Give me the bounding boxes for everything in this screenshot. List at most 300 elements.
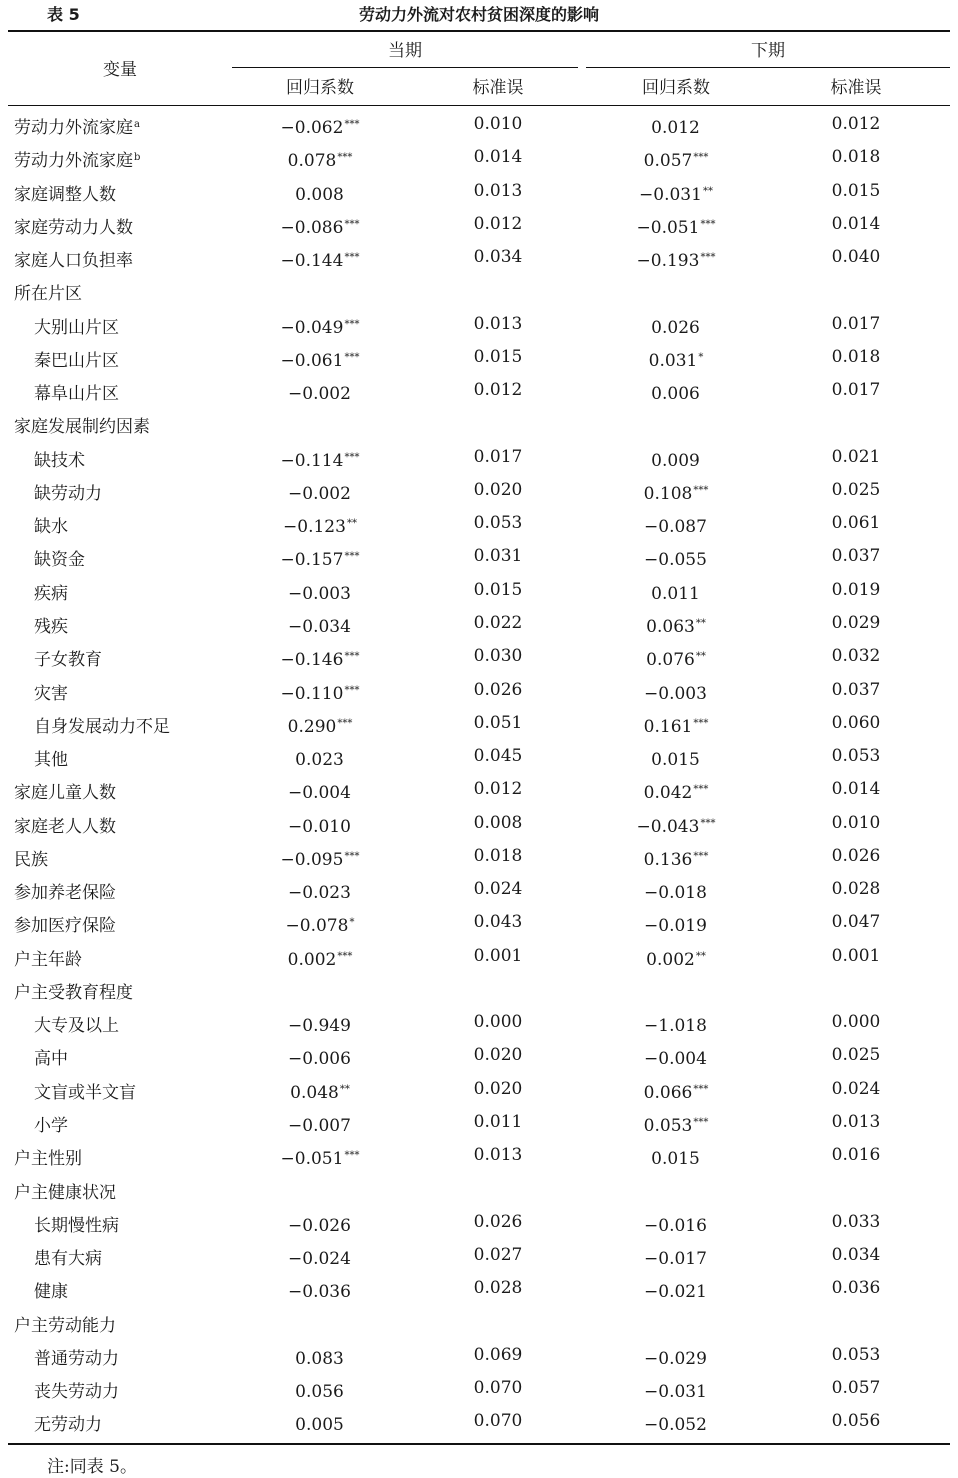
current-coef-text: −0.157 bbox=[280, 550, 344, 571]
current-se bbox=[418, 341, 578, 374]
current-coef-text: 0.056 bbox=[295, 1382, 344, 1403]
next-coef-text: 0.053 bbox=[643, 1115, 693, 1136]
next-coef bbox=[586, 1239, 766, 1276]
next-coef-text: 0.076 bbox=[646, 650, 695, 671]
current-coef-text: 0.023 bbox=[295, 750, 344, 771]
variable-label-text: 户主劳动能力 bbox=[14, 1315, 116, 1336]
current-period-rule bbox=[232, 67, 578, 68]
variable-label-text: 无劳动力 bbox=[34, 1415, 102, 1436]
current-coef bbox=[232, 1405, 408, 1442]
current-coef bbox=[232, 274, 408, 311]
next-coef bbox=[586, 141, 766, 178]
next-se-text: 0.012 bbox=[831, 114, 881, 134]
next-se bbox=[776, 1239, 936, 1272]
next-coef bbox=[586, 640, 766, 677]
current-coef-text: −0.144 bbox=[280, 251, 344, 272]
current-se-text: 0.026 bbox=[473, 1211, 523, 1232]
next-se bbox=[776, 1372, 936, 1405]
current-se bbox=[418, 607, 578, 640]
current-se-text: 0.022 bbox=[473, 612, 523, 633]
next-coef bbox=[586, 740, 766, 777]
current-coef bbox=[232, 940, 408, 977]
variable-label-text: 缺资金 bbox=[34, 550, 85, 571]
current-se-text: 0.013 bbox=[473, 1145, 523, 1166]
next-coef-text: 0.015 bbox=[651, 1149, 700, 1170]
significance-marker: *** bbox=[344, 318, 360, 330]
next-se bbox=[776, 540, 936, 573]
table-row bbox=[0, 374, 958, 407]
variable-label-text: 幕阜山片区 bbox=[34, 384, 119, 405]
table-row bbox=[0, 1306, 958, 1339]
current-se bbox=[418, 474, 578, 507]
next-se bbox=[776, 1272, 936, 1305]
current-se bbox=[418, 1372, 578, 1405]
variable-label-text: 灾害 bbox=[34, 683, 68, 704]
variable-label-text: 劳动力外流家庭 bbox=[14, 118, 133, 138]
significance-marker: *** bbox=[337, 950, 353, 962]
variable-label bbox=[34, 540, 86, 577]
next-coef-text: −0.055 bbox=[644, 550, 707, 571]
current-se bbox=[418, 374, 578, 407]
significance-marker: *** bbox=[693, 1116, 709, 1128]
next-se bbox=[776, 1139, 936, 1172]
next-se bbox=[776, 241, 936, 274]
next-coef bbox=[586, 1039, 766, 1076]
current-coef-text: 0.008 bbox=[295, 184, 344, 205]
variable-label-text: 文盲或半文盲 bbox=[34, 1082, 136, 1103]
current-se bbox=[418, 940, 578, 973]
next-coef bbox=[586, 1173, 766, 1210]
next-se-text: 0.019 bbox=[831, 579, 881, 600]
table-row bbox=[0, 241, 958, 274]
next-se bbox=[776, 441, 936, 474]
current-se bbox=[418, 175, 578, 208]
variable-label-text: 缺劳动力 bbox=[34, 483, 102, 504]
next-se bbox=[776, 308, 936, 341]
next-coef-text: −0.019 bbox=[644, 916, 707, 937]
variable-label-text: 家庭发展制约因素 bbox=[14, 417, 150, 438]
next-se bbox=[776, 175, 936, 208]
significance-marker: *** bbox=[337, 152, 353, 164]
significance-marker: *** bbox=[344, 684, 360, 696]
current-coef bbox=[232, 341, 408, 378]
next-coef bbox=[586, 208, 766, 245]
current-se-text: 0.010 bbox=[473, 114, 523, 134]
current-coef-text: −0.010 bbox=[288, 816, 351, 837]
table-row bbox=[0, 674, 958, 707]
variable-label-text: 家庭老人人数 bbox=[14, 816, 116, 837]
next-coef-text: 0.009 bbox=[651, 450, 700, 471]
next-se-text: 0.029 bbox=[831, 612, 881, 633]
variable-label bbox=[14, 773, 117, 810]
variable-label-text: 家庭儿童人数 bbox=[14, 783, 116, 804]
current-se-text: 0.018 bbox=[473, 845, 523, 866]
header-next-se: 标准误 bbox=[830, 78, 882, 98]
current-coef bbox=[232, 308, 408, 345]
current-se bbox=[418, 807, 578, 840]
current-coef bbox=[232, 474, 408, 511]
next-coef bbox=[586, 773, 766, 810]
significance-marker: *** bbox=[344, 351, 360, 363]
next-se-text: 0.014 bbox=[831, 213, 881, 234]
variable-label-text: 民族 bbox=[14, 849, 48, 870]
current-coef-text: −0.095 bbox=[280, 849, 344, 870]
significance-marker: *** bbox=[344, 451, 360, 463]
next-se-text: 0.053 bbox=[831, 1344, 881, 1365]
significance-marker: * bbox=[349, 917, 355, 929]
significance-marker: ** bbox=[695, 950, 706, 962]
significance-marker: *** bbox=[344, 850, 360, 862]
next-coef-text: −0.193 bbox=[636, 251, 700, 272]
current-se bbox=[418, 1272, 578, 1305]
next-coef bbox=[586, 341, 766, 378]
significance-marker: a bbox=[134, 119, 140, 130]
table-row bbox=[0, 407, 958, 440]
current-coef-text: −0.036 bbox=[288, 1282, 351, 1303]
table-row bbox=[0, 1039, 958, 1072]
next-se-text: 0.033 bbox=[831, 1211, 881, 1232]
table-row bbox=[0, 873, 958, 906]
next-coef-text: 0.136 bbox=[643, 849, 693, 870]
table-row bbox=[0, 906, 958, 939]
next-se bbox=[776, 1206, 936, 1239]
significance-marker: *** bbox=[344, 252, 360, 264]
current-se bbox=[418, 707, 578, 740]
current-coef-text: 0.002 bbox=[287, 949, 337, 970]
variable-label bbox=[14, 1139, 83, 1176]
variable-label-text: 高中 bbox=[34, 1049, 68, 1070]
current-coef bbox=[232, 1173, 408, 1210]
current-coef bbox=[232, 973, 408, 1010]
next-se-text: 0.026 bbox=[831, 845, 881, 866]
variable-label-text: 秦巴山片区 bbox=[34, 350, 119, 371]
table-row bbox=[0, 274, 958, 307]
next-coef-text: −0.031 bbox=[639, 184, 702, 205]
current-se-text: 0.020 bbox=[473, 479, 523, 500]
table-number: 表 5 bbox=[47, 5, 80, 24]
significance-marker: *** bbox=[693, 717, 709, 729]
next-coef bbox=[586, 308, 766, 345]
current-se bbox=[418, 674, 578, 707]
current-coef bbox=[232, 640, 408, 677]
current-se-text: 0.012 bbox=[473, 380, 523, 401]
current-coef bbox=[232, 1206, 408, 1243]
current-coef-text: −0.114 bbox=[280, 450, 344, 471]
significance-marker: *** bbox=[700, 817, 716, 829]
current-coef bbox=[232, 1039, 408, 1076]
significance-marker: *** bbox=[693, 784, 709, 796]
next-coef-text: −0.017 bbox=[644, 1249, 707, 1270]
next-coef bbox=[586, 1372, 766, 1409]
next-se bbox=[776, 374, 936, 407]
variable-label bbox=[14, 840, 49, 877]
current-coef-text: −0.034 bbox=[288, 616, 351, 637]
current-se-text: 0.020 bbox=[473, 1078, 523, 1099]
significance-marker: * bbox=[698, 351, 704, 363]
table-row bbox=[0, 707, 958, 740]
significance-marker: ** bbox=[695, 617, 706, 629]
next-coef bbox=[586, 873, 766, 910]
current-se bbox=[418, 1206, 578, 1239]
table-row bbox=[0, 1206, 958, 1239]
current-coef-text: −0.002 bbox=[288, 483, 351, 504]
variable-label bbox=[34, 1405, 103, 1442]
variable-label bbox=[34, 1272, 69, 1309]
significance-marker: *** bbox=[337, 717, 353, 729]
table-row bbox=[0, 175, 958, 208]
next-se bbox=[776, 141, 936, 174]
current-se bbox=[418, 540, 578, 573]
variable-label-text: 疾病 bbox=[34, 583, 68, 604]
table-title: 劳动力外流对农村贫困深度的影响 bbox=[358, 5, 599, 24]
variable-label bbox=[14, 906, 117, 943]
current-se bbox=[418, 873, 578, 906]
next-coef-text: 0.011 bbox=[651, 583, 700, 604]
table-row bbox=[0, 574, 958, 607]
next-se-text: 0.034 bbox=[831, 1245, 881, 1266]
next-coef bbox=[586, 1073, 766, 1110]
next-se-text: 0.021 bbox=[831, 446, 881, 467]
next-se bbox=[776, 474, 936, 507]
variable-label bbox=[34, 574, 69, 611]
next-coef-text: 0.108 bbox=[643, 483, 693, 504]
variable-label bbox=[14, 1173, 117, 1210]
header-next-coef: 回归系数 bbox=[642, 78, 710, 98]
current-coef-text: 0.048 bbox=[290, 1082, 339, 1103]
variable-label-text: 长期慢性病 bbox=[34, 1215, 119, 1236]
variable-label-text: 残疾 bbox=[34, 616, 68, 637]
next-se-text: 0.037 bbox=[831, 679, 881, 700]
table-row bbox=[0, 1405, 958, 1438]
next-se-text: 0.010 bbox=[831, 812, 881, 833]
table-row bbox=[0, 1006, 958, 1039]
current-coef bbox=[232, 1073, 408, 1110]
header-next-period: 下期 bbox=[751, 41, 785, 61]
next-coef bbox=[586, 474, 766, 511]
top-rule bbox=[8, 30, 950, 32]
next-se-text: 0.018 bbox=[831, 346, 881, 367]
next-se-text: 0.057 bbox=[831, 1378, 881, 1399]
current-coef bbox=[232, 840, 408, 877]
next-period-rule bbox=[586, 67, 950, 68]
variable-label bbox=[34, 674, 69, 711]
significance-marker: b bbox=[134, 152, 141, 164]
current-se-text: 0.015 bbox=[473, 346, 523, 367]
variable-label bbox=[34, 740, 69, 777]
next-se-text: 0.037 bbox=[831, 546, 881, 567]
current-coef-text: −0.024 bbox=[288, 1249, 351, 1270]
current-coef-text: −0.023 bbox=[288, 883, 351, 904]
next-coef-text: −0.021 bbox=[644, 1282, 707, 1303]
current-se-text: 0.000 bbox=[473, 1012, 523, 1033]
table-row bbox=[0, 840, 958, 873]
table-row bbox=[0, 474, 958, 507]
current-coef bbox=[232, 208, 408, 245]
variable-label-text: 户主健康状况 bbox=[14, 1182, 116, 1203]
current-se-text: 0.017 bbox=[473, 446, 523, 467]
variable-label bbox=[14, 208, 134, 245]
table-row bbox=[0, 773, 958, 806]
table-row bbox=[0, 108, 958, 141]
current-coef bbox=[232, 374, 408, 411]
current-coef-text: 0.005 bbox=[295, 1415, 344, 1436]
significance-marker: *** bbox=[344, 1150, 360, 1162]
next-coef bbox=[586, 1139, 766, 1176]
table-row bbox=[0, 341, 958, 374]
current-coef bbox=[232, 773, 408, 810]
next-se-text: 0.028 bbox=[831, 879, 881, 900]
next-coef bbox=[586, 973, 766, 1010]
variable-label-text: 丧失劳动力 bbox=[34, 1382, 119, 1403]
current-coef bbox=[232, 1372, 408, 1409]
variable-label bbox=[34, 507, 69, 544]
variable-label-text: 大专及以上 bbox=[34, 1016, 119, 1037]
current-coef-text: −0.110 bbox=[280, 683, 344, 704]
current-se-text: 0.014 bbox=[473, 147, 523, 168]
next-se bbox=[776, 1006, 936, 1039]
next-se bbox=[776, 840, 936, 873]
table-note: 注:同表 5。 bbox=[47, 1457, 137, 1477]
current-se bbox=[418, 241, 578, 274]
bottom-rule bbox=[8, 1443, 950, 1445]
significance-marker: *** bbox=[693, 484, 709, 496]
current-se-text: 0.012 bbox=[473, 213, 523, 234]
next-se-text: 0.053 bbox=[831, 746, 881, 767]
next-se bbox=[776, 108, 936, 141]
variable-label bbox=[34, 607, 69, 644]
next-coef-text: −0.004 bbox=[644, 1049, 707, 1070]
variable-label-text: 健康 bbox=[34, 1282, 68, 1303]
header-variable: 变量 bbox=[103, 60, 137, 80]
variable-label-text: 家庭调整人数 bbox=[14, 184, 116, 205]
table-row bbox=[0, 640, 958, 673]
next-coef bbox=[586, 1339, 766, 1376]
significance-marker: *** bbox=[700, 252, 716, 264]
current-coef bbox=[232, 607, 408, 644]
next-coef bbox=[586, 241, 766, 278]
variable-label-text: 缺技术 bbox=[34, 450, 85, 471]
current-se-text: 0.045 bbox=[473, 746, 523, 767]
current-coef bbox=[232, 1239, 408, 1276]
current-coef bbox=[232, 873, 408, 910]
next-se bbox=[776, 906, 936, 939]
current-se bbox=[418, 1405, 578, 1438]
next-coef bbox=[586, 108, 766, 145]
current-coef bbox=[232, 1106, 408, 1143]
variable-label-text: 小学 bbox=[34, 1115, 68, 1136]
current-se-text: 0.001 bbox=[473, 945, 523, 966]
current-coef bbox=[232, 1272, 408, 1309]
current-coef bbox=[232, 906, 408, 943]
current-se-text: 0.012 bbox=[473, 779, 523, 800]
next-se-text: 0.016 bbox=[831, 1145, 881, 1166]
next-se-text: 0.025 bbox=[831, 479, 881, 500]
current-coef bbox=[232, 574, 408, 611]
current-coef bbox=[232, 807, 408, 844]
next-se bbox=[776, 674, 936, 707]
variable-label bbox=[34, 1372, 120, 1409]
next-coef-text: 0.002 bbox=[646, 949, 695, 970]
variable-label bbox=[34, 1106, 69, 1143]
next-coef bbox=[586, 274, 766, 311]
table-caption bbox=[0, 2, 958, 26]
next-se-text: 0.013 bbox=[831, 1111, 881, 1132]
header-current-coef: 回归系数 bbox=[286, 78, 354, 98]
current-coef-text: −0.002 bbox=[288, 384, 351, 405]
significance-marker: *** bbox=[693, 1083, 709, 1095]
variable-label bbox=[14, 175, 117, 212]
variable-label bbox=[14, 940, 83, 977]
current-se bbox=[418, 208, 578, 241]
next-coef bbox=[586, 940, 766, 977]
variable-label bbox=[34, 640, 103, 677]
current-coef-text: −0.086 bbox=[280, 217, 344, 238]
current-coef-text: −0.078 bbox=[285, 916, 349, 937]
table-row bbox=[0, 141, 958, 174]
variable-label-text: 参加养老保险 bbox=[14, 883, 116, 904]
current-coef bbox=[232, 507, 408, 544]
next-coef-text: 0.012 bbox=[651, 118, 700, 138]
variable-label-text: 自身发展动力不足 bbox=[34, 716, 170, 737]
next-se bbox=[776, 1339, 936, 1372]
next-se-text: 0.000 bbox=[831, 1012, 881, 1033]
variable-label-text: 大别山片区 bbox=[34, 317, 119, 338]
next-coef bbox=[586, 507, 766, 544]
current-coef-text: −0.026 bbox=[288, 1215, 351, 1236]
next-coef bbox=[586, 674, 766, 711]
current-se-text: 0.013 bbox=[473, 180, 523, 201]
variable-label-text: 户主受教育程度 bbox=[14, 982, 133, 1003]
table-row bbox=[0, 1073, 958, 1106]
table-row bbox=[0, 940, 958, 973]
current-se bbox=[418, 1239, 578, 1272]
table-row bbox=[0, 1239, 958, 1272]
table-row bbox=[0, 540, 958, 573]
next-se bbox=[776, 740, 936, 773]
current-coef-text: −0.003 bbox=[288, 583, 351, 604]
next-se bbox=[776, 640, 936, 673]
table-row bbox=[0, 1372, 958, 1405]
next-se bbox=[776, 507, 936, 540]
significance-marker: ** bbox=[346, 518, 357, 530]
next-se-text: 0.014 bbox=[831, 779, 881, 800]
table-row bbox=[0, 1139, 958, 1172]
current-coef bbox=[232, 108, 408, 145]
current-coef bbox=[232, 1139, 408, 1176]
current-coef bbox=[232, 740, 408, 777]
next-se-text: 0.060 bbox=[831, 712, 881, 733]
current-se-text: 0.053 bbox=[473, 513, 523, 534]
current-coef-text: −0.051 bbox=[280, 1149, 344, 1170]
table-row bbox=[0, 973, 958, 1006]
next-coef bbox=[586, 407, 766, 444]
variable-label bbox=[34, 707, 171, 744]
next-coef-text: −0.018 bbox=[644, 883, 707, 904]
current-se-text: 0.020 bbox=[473, 1045, 523, 1066]
variable-label-text: 家庭人口负担率 bbox=[14, 251, 133, 272]
next-se-text: 0.001 bbox=[831, 945, 881, 966]
current-se bbox=[418, 507, 578, 540]
next-coef-text: 0.006 bbox=[651, 384, 700, 405]
current-se-text: 0.027 bbox=[473, 1245, 523, 1266]
table-row bbox=[0, 1173, 958, 1206]
current-coef bbox=[232, 407, 408, 444]
table-row bbox=[0, 607, 958, 640]
table-row bbox=[0, 308, 958, 341]
current-se bbox=[418, 141, 578, 174]
current-se-text: 0.013 bbox=[473, 313, 523, 334]
variable-label bbox=[34, 341, 120, 378]
